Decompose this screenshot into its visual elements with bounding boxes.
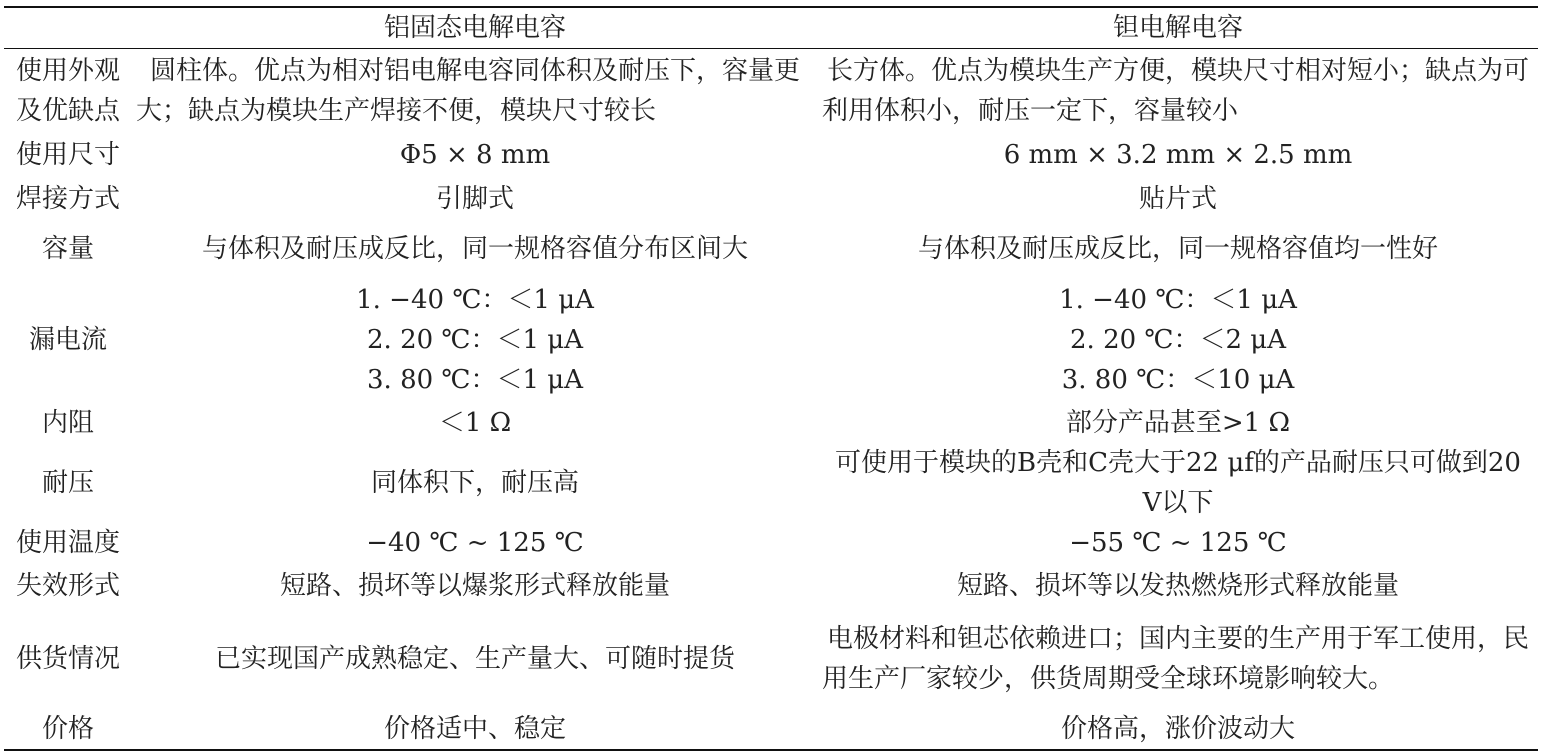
- cell-tantalum: 价格高，涨价波动大: [1060, 713, 1295, 744]
- row-label-line: 使用外观: [15, 55, 120, 86]
- cell-aluminum: 圆柱体。优点为相对铝电解电容同体积及耐压下，容量更大；缺点为模块生产焊接不便，模块尺寸较长: [136, 55, 800, 126]
- cell-aluminum: 短路、损坏等以爆浆形式释放能量: [279, 570, 670, 601]
- header-aluminum: 铝固态电解电容: [383, 13, 566, 43]
- row-label: 失效形式: [15, 570, 120, 601]
- cell-aluminum: 引脚式: [435, 183, 514, 214]
- cell-aluminum: Φ5 × 8 mm: [399, 139, 551, 170]
- table-row: [4, 49, 1538, 133]
- cell-aluminum: 同体积下，耐压高: [370, 467, 579, 498]
- row-label: 容量: [41, 233, 94, 264]
- row-label: 漏电流: [28, 324, 107, 355]
- cell-aluminum: −40 ℃ ~ 125 ℃: [366, 527, 584, 558]
- table-row: [4, 177, 1538, 221]
- row-label: [4, 49, 132, 133]
- table-row: [4, 221, 1538, 277]
- table-row: [4, 609, 1538, 709]
- row-label: 价格: [41, 713, 94, 744]
- leakage-line: 1. −40 ℃：＜1 μA: [356, 284, 594, 315]
- cell-aluminum: 与体积及耐压成反比，同一规格容值分布区间大: [201, 233, 748, 264]
- table-row: [4, 563, 1538, 609]
- row-label: 焊接方式: [15, 183, 120, 214]
- row-label-line: 及优缺点: [15, 95, 120, 126]
- header-tantalum: 钽电解电容: [1112, 13, 1243, 43]
- cell-tantalum: 6 mm × 3.2 mm × 2.5 mm: [1003, 139, 1353, 170]
- cell-tantalum: 长方体。优点为模块生产方便，模块尺寸相对短小；缺点为可利用体积小，耐压一定下，容量较小: [822, 55, 1529, 126]
- cell-aluminum: 价格适中、稳定: [383, 713, 566, 744]
- leakage-line: 3. 80 ℃：＜1 μA: [367, 364, 583, 395]
- row-label: 内阻: [41, 407, 94, 438]
- row-label: 耐压: [41, 467, 94, 498]
- cell-tantalum: [818, 277, 1538, 403]
- cell-tantalum: 部分产品甚至>1 Ω: [1065, 407, 1291, 438]
- row-label: 使用温度: [15, 527, 120, 558]
- row-label: 供货情况: [15, 643, 120, 674]
- cell-aluminum: 已实现国产成熟稳定、生产量大、可随时提货: [214, 643, 735, 674]
- table-row: [4, 133, 1538, 177]
- leakage-line: 3. 80 ℃：＜10 μA: [1061, 364, 1295, 395]
- table-row: [4, 709, 1538, 750]
- header-row: [4, 7, 1538, 49]
- table-row: [4, 277, 1538, 403]
- cell-tantalum: 短路、损坏等以发热燃烧形式释放能量: [956, 570, 1399, 601]
- cell-tantalum: −55 ℃ ~ 125 ℃: [1069, 527, 1287, 558]
- cell-tantalum: 电极材料和钽芯依赖进口；国内主要的生产用于军工使用，民用生产厂家较少，供货周期受全球环境影响较大。: [822, 623, 1529, 694]
- leakage-line: 1. −40 ℃：＜1 μA: [1059, 284, 1297, 315]
- cell-aluminum: [132, 277, 818, 403]
- cell-aluminum: ＜1 Ω: [438, 407, 512, 438]
- cell-tantalum: 贴片式: [1138, 183, 1217, 214]
- table-row: [4, 403, 1538, 443]
- comparison-table: [4, 6, 1538, 751]
- table-row: [4, 523, 1538, 563]
- leakage-line: 2. 20 ℃：＜1 μA: [367, 324, 583, 355]
- cell-tantalum: 与体积及耐压成反比，同一规格容值均一性好: [917, 233, 1438, 264]
- row-label: 使用尺寸: [15, 139, 120, 170]
- leakage-line: 2. 20 ℃：＜2 μA: [1070, 324, 1286, 355]
- cell-tantalum: 可使用于模块的B壳和C壳大于22 μf的产品耐压只可做到20 V以下: [835, 447, 1521, 518]
- table-row: [4, 443, 1538, 523]
- header-corner: [4, 7, 132, 49]
